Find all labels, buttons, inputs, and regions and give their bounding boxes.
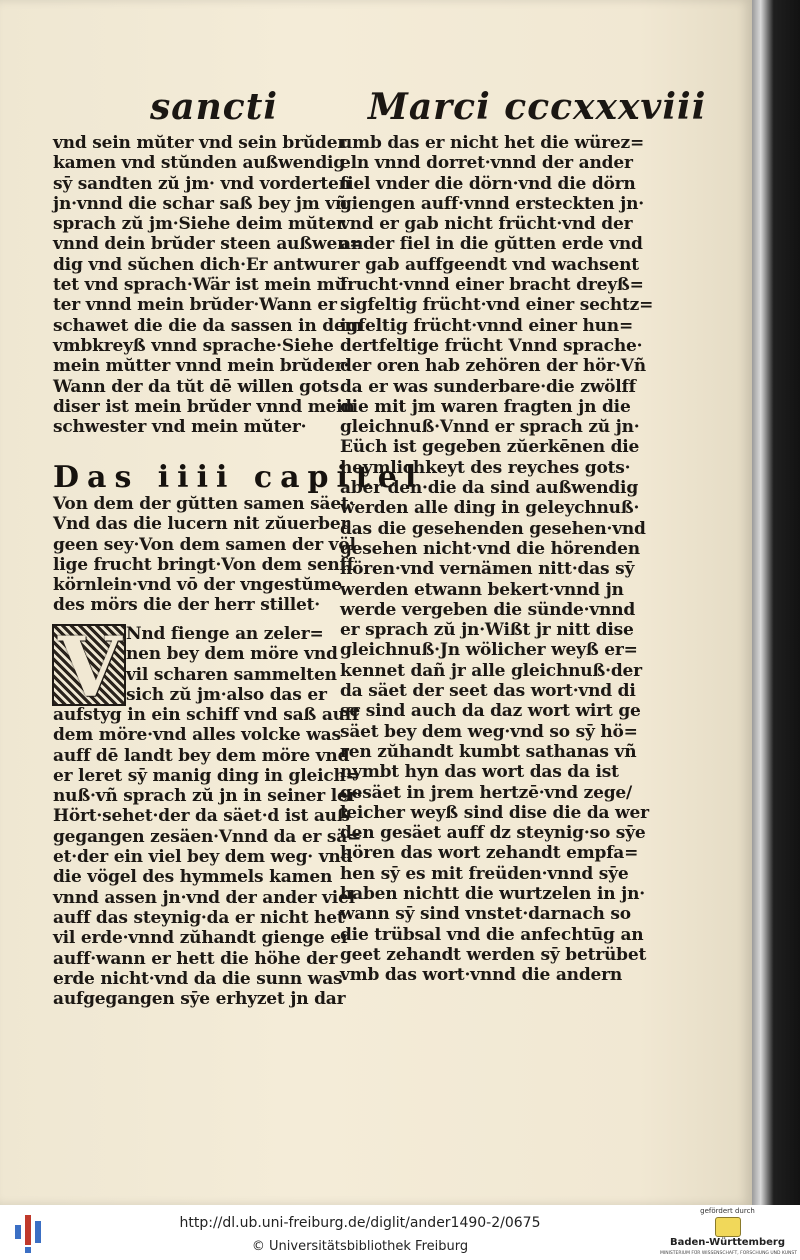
- text-line: vnd er gab nicht frücht·vnd der: [340, 214, 633, 235]
- text-line: er gab auffgeendt vnd wachsent: [340, 254, 639, 275]
- text-line: werden alle ding in geleychnuß·: [340, 498, 640, 519]
- viewer-footer: [0, 1205, 800, 1260]
- text-line: kennet dañ jr alle gleichnuß·der: [340, 660, 642, 681]
- text-line: umb das er nicht het die würez=: [340, 133, 645, 153]
- funder-caption: gefördert durch: [700, 1207, 755, 1215]
- text-line: werden etwann bekert·vnnd jn: [340, 579, 624, 600]
- text-line: säet bey dem weg·vnd so sȳ hö=: [340, 721, 638, 742]
- running-head-left: sancti: [150, 86, 278, 128]
- text-line: vmbkreyß vnnd sprache·Siehe: [53, 335, 334, 356]
- left-column-bottom: [53, 705, 363, 1010]
- text-line: kamen vnd stŭnden außwendig: [53, 153, 345, 174]
- text-line: Vnd das die lucern nit zŭuerber: [53, 514, 350, 535]
- copyright-text: © Universitätsbibliothek Freiburg: [251, 1239, 469, 1254]
- text-line: körnlein·vnd vō der vngestŭme: [53, 575, 342, 596]
- running-head-right: Marci cccxxxviii: [368, 86, 707, 128]
- text-line: Von dem der gŭtten samen säet·: [53, 494, 355, 514]
- text-line: aufgegangen sȳe erhyzet jn dar: [53, 989, 346, 1010]
- text-line: nen bey dem möre vnd: [126, 644, 338, 665]
- text-line: mein mŭtter vnnd mein brŭder·: [53, 356, 350, 377]
- text-line: auff dē landt bey dem möre vnd: [53, 745, 350, 766]
- text-line: vil scharen sammelten: [126, 664, 337, 685]
- library-logo-icon[interactable]: [15, 1211, 49, 1253]
- coat-of-arms-icon: [715, 1217, 741, 1237]
- text-line: vnnd dein brŭder steen außwen=: [53, 234, 364, 255]
- text-line: ter vnnd mein brŭder·Wann er: [53, 295, 337, 316]
- text-line: ander fiel in die gŭtten erde vnd: [340, 234, 643, 255]
- text-line: die trübsal vnd die anfechtūg an: [340, 924, 644, 945]
- text-line: hen sȳ es mit freüden·vnnd sȳe: [340, 863, 629, 884]
- text-line: vmb das wort·vnnd die andern: [340, 965, 623, 986]
- text-line: sich zŭ jm·also das er: [126, 684, 327, 705]
- funder-logo: [660, 1207, 795, 1259]
- text-line: Hört·sehet·der da säet·d ist auß: [53, 806, 350, 827]
- text-line: vil erde·vnnd zŭhandt gienge er: [53, 928, 350, 949]
- chapter-summary: [53, 494, 356, 616]
- text-line: jn·vnnd die schar saß bey jm vñ: [53, 193, 348, 214]
- right-column: [340, 133, 654, 986]
- text-line: giengen auff·vnnd ersteckten jn·: [340, 193, 644, 214]
- text-line: aufstyg in ein schiff vnd saß auff: [53, 705, 360, 725]
- text-line: diser ist mein brŭder vnnd mein: [53, 396, 355, 417]
- text-line: lige frucht bringt·Von dem senff: [53, 554, 354, 575]
- text-line: gesehen nicht·vnd die hörenden: [340, 538, 640, 559]
- text-line: frucht·vnnd einer bracht dreyß=: [340, 275, 644, 296]
- text-line: der oren hab zehören der hör·Vñ: [340, 356, 646, 377]
- text-line: werde vergeben die sünde·vnnd: [340, 599, 636, 620]
- text-line: er sprach zŭ jn·Wißt jr nitt dise: [340, 620, 634, 641]
- text-line: igfeltig frücht·vnnd einer hun=: [340, 315, 634, 336]
- text-line: die vögel des hymmels kamen: [53, 867, 333, 888]
- text-line: heymlichkeyt des reyches gots·: [340, 457, 631, 478]
- text-line: schawet die die da sassen in dem: [53, 315, 363, 336]
- text-line: vnd sein mŭter vnd sein brŭder: [53, 133, 347, 153]
- text-line: nuß·vñ sprach zŭ jn in seiner ler·: [53, 786, 363, 807]
- funder-name: Baden-Württemberg: [669, 1237, 785, 1248]
- text-line: sȳ sandten zŭ jm· vnd vorderten: [53, 173, 351, 194]
- text-line: sigfeltig frücht·vnd einer sechtz=: [340, 295, 654, 316]
- text-line: sprach zŭ jm·Siehe deim mŭter: [53, 214, 345, 235]
- text-line: vnnd assen jn·vnd der ander viel: [53, 887, 355, 908]
- text-line: da er was sunderbare·die zwölff: [340, 376, 636, 397]
- text-beside-initial: [126, 624, 336, 705]
- text-line: Wann der da tŭt dē willen gots: [53, 376, 340, 397]
- text-line: geen sey·Von dem samen der völ: [53, 534, 356, 555]
- text-line: des mörs die der herr stillet·: [53, 595, 321, 616]
- text-line: Nnd fienge an zeler=: [126, 624, 324, 644]
- permalink-url[interactable]: http://dl.ub.uni-freiburg.de/diglit/ander1490-2/0675: [179, 1215, 541, 1231]
- text-line: da säet der seet das wort·vnd di: [340, 681, 636, 702]
- chapter-heading: Das iiii capitel: [53, 460, 425, 495]
- text-line: se sind auch da daz wort wirt ge: [340, 701, 641, 722]
- text-line: nymbt hyn das wort das da ist: [340, 762, 619, 783]
- text-line: dig vnd sŭchen dich·Er antwur: [53, 254, 340, 275]
- funder-ministry: MINISTERIUM FÜR WISSENSCHAFT, FORSCHUNG UND KUNST: [660, 1251, 797, 1256]
- text-line: gesäet in jrem hertzē·vnd zege/: [340, 782, 633, 803]
- text-line: tet vnd sprach·Wär ist mein mŭ: [53, 275, 347, 296]
- text-line: den gesäet auff dz steynig·so sȳe: [340, 823, 646, 844]
- text-line: dertfeltige frücht Vnnd sprache·: [340, 335, 643, 356]
- text-line: haben nichtt die wurtzelen in jn·: [340, 883, 645, 904]
- left-column-top: [53, 133, 364, 438]
- text-line: fiel vnder die dörn·vnd die dörn: [340, 173, 636, 194]
- text-line: gleichnuß·Jn wölicher weyß er=: [340, 640, 638, 661]
- text-line: hören das wort zehandt empfa=: [340, 843, 639, 864]
- text-line: auff das steynig·da er nicht het: [53, 907, 345, 928]
- text-line: auff·wann er hett die höhe der: [53, 948, 338, 969]
- text-line: geet zehandt werden sȳ betrübet: [340, 944, 647, 965]
- text-line: gegangen zesäen·Vnnd da er sä=: [53, 826, 362, 847]
- text-line: wann sȳ sind vnstet·darnach so: [340, 904, 631, 925]
- text-line: et·der ein viel bey dem weg· vnd: [53, 847, 353, 868]
- page-edge-shadow: [752, 0, 800, 1205]
- text-line: aber den·die da sind außwendig: [340, 478, 638, 499]
- text-line: dem möre·vnd alles volcke was: [53, 725, 341, 746]
- text-line: Eüch ist gegeben zŭerkēnen die: [340, 437, 640, 458]
- text-line: er leret sȳ manig ding in gleich=: [53, 765, 360, 786]
- decorated-initial: [52, 620, 126, 716]
- text-line: eln vnnd dorret·vnnd der ander: [340, 153, 633, 174]
- text-line: erde nicht·vnd da die sunn was: [53, 968, 343, 989]
- text-line: das die gesehenden gesehen·vnd: [340, 518, 646, 539]
- text-line: leicher weyß sind dise die da wer: [340, 802, 649, 823]
- text-line: gleichnuß·Vnnd er sprach zŭ jn·: [340, 417, 640, 438]
- text-line: die mit jm waren fragten jn die: [340, 396, 631, 417]
- text-line: hören·vnd vernämen nitt·das sȳ: [340, 559, 635, 580]
- initial-letter: V: [58, 620, 122, 716]
- text-line: ren zŭhandt kumbt sathanas vñ: [340, 741, 637, 762]
- text-line: schwester vnd mein mŭter·: [53, 417, 307, 438]
